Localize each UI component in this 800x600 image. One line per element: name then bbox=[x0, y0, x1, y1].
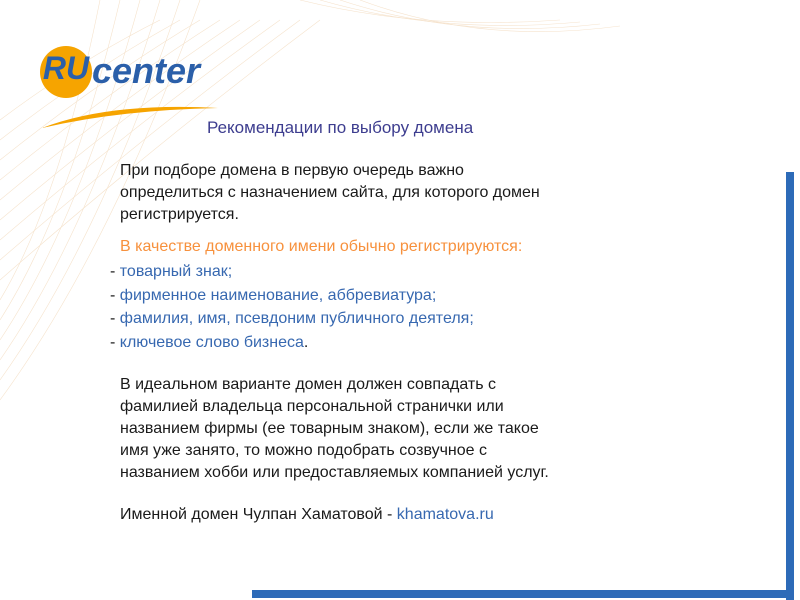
list-dash: - bbox=[110, 333, 120, 351]
ru-center-logo bbox=[40, 40, 250, 130]
ideal-line-1: В идеальном варианте домен должен совпадать с bbox=[120, 376, 496, 393]
main-content bbox=[110, 160, 710, 524]
logo-ru-text: RU bbox=[42, 50, 90, 86]
intro-line-2: определиться с назначением сайта, для которого домен bbox=[120, 184, 540, 201]
list-item-text: фамилия, имя, псевдоним публичного деятеля; bbox=[119, 310, 474, 327]
logo-center-text: center bbox=[92, 50, 201, 91]
list-item bbox=[110, 284, 710, 308]
list-item-text: товарный знак; bbox=[119, 263, 233, 280]
intro-line-1: При подборе домена в первую очередь важно bbox=[120, 162, 464, 179]
logo-swoosh bbox=[40, 100, 220, 130]
frame-right-border bbox=[786, 172, 794, 600]
list-item bbox=[110, 331, 710, 355]
list-item-text: фирменное наименование, аббревиатура; bbox=[119, 286, 437, 304]
domain-types-list bbox=[110, 260, 710, 354]
page-title: Рекомендации по выбору домена bbox=[207, 118, 474, 137]
list-item bbox=[110, 307, 710, 331]
example-line bbox=[120, 506, 710, 524]
example-text: Именной домен Чулпан Хаматовой - bbox=[120, 506, 397, 523]
ideal-domain-paragraph bbox=[120, 374, 680, 484]
intro-line-3: регистрируется. bbox=[120, 206, 239, 223]
list-dash: - bbox=[110, 286, 120, 304]
example-domain-link[interactable]: khamatova.ru bbox=[396, 506, 494, 523]
list-item bbox=[110, 260, 710, 284]
list-item-text: ключевое слово бизнеса bbox=[119, 333, 304, 351]
list-item-end: . bbox=[303, 333, 309, 351]
frame-bottom-border bbox=[252, 590, 794, 598]
ideal-line-5: названием хобби или предоставляемых компанией услуг. bbox=[120, 464, 549, 481]
intro-paragraph bbox=[120, 160, 710, 226]
list-dash: - bbox=[110, 310, 120, 327]
ideal-line-4: имя уже занято, то можно подобрать созвучное с bbox=[120, 442, 487, 459]
list-dash: - bbox=[110, 263, 120, 280]
ideal-line-3: названием фирмы (ее товарным знаком), если же такое bbox=[120, 420, 539, 437]
list-heading: В качестве доменного имени обычно регистрируются: bbox=[120, 238, 523, 255]
ideal-line-2: фамилией владельца персональной странички или bbox=[120, 398, 504, 415]
